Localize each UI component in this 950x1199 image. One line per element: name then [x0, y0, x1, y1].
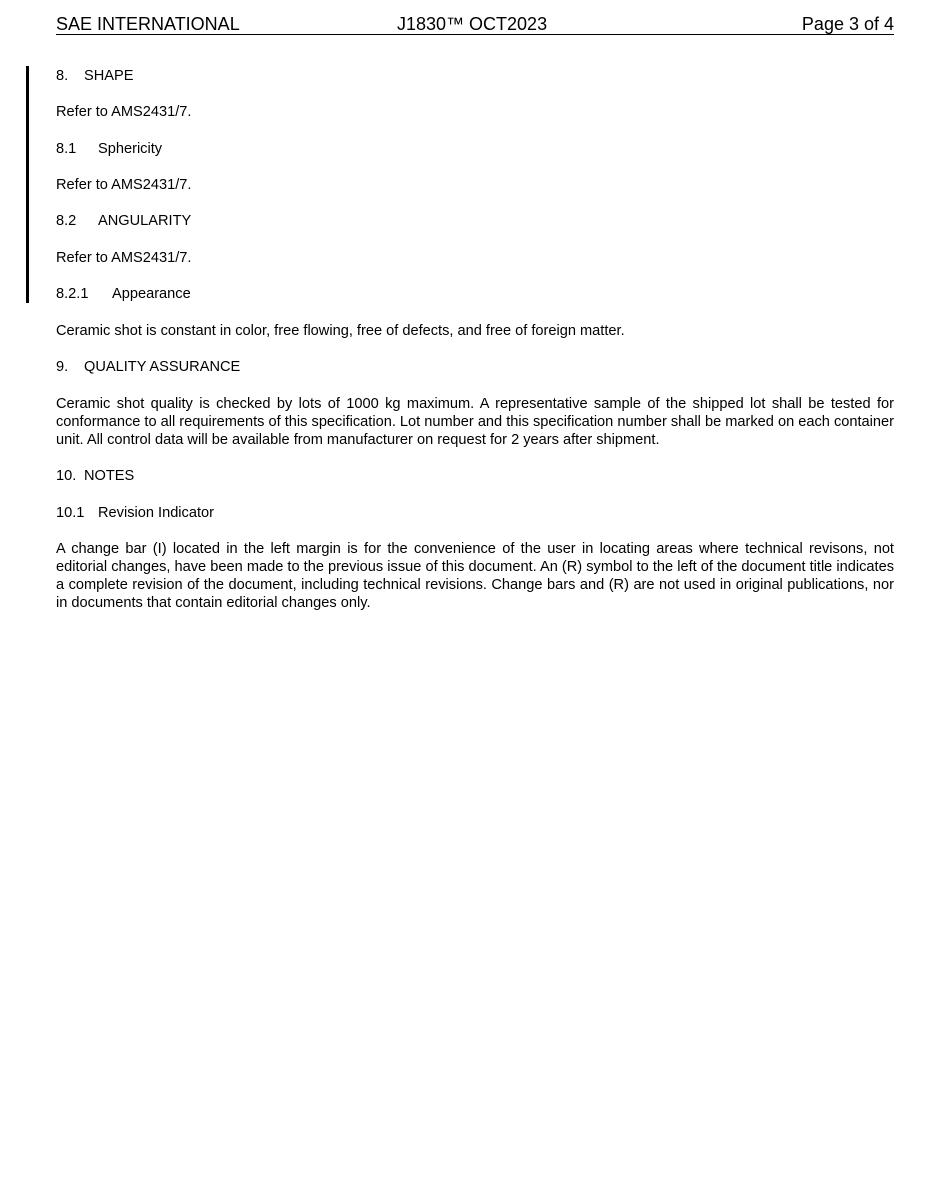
section-title: Revision Indicator [98, 505, 214, 521]
section-title: SHAPE [84, 68, 134, 84]
section-8-1-heading [56, 140, 894, 158]
section-10-1-body: A change bar (I) located in the left margin is for the convenience of the user in locating areas where technical revisons, not editorial changes, have been made to the previous issue of this document. An (R) symbol to the left of the document title indicates a complete revision of the document, including technical revisions. Change bars and (R) are not used in original publications, nor in documents that contain editorial changes only. [56, 541, 894, 611]
section-title: NOTES [84, 468, 135, 484]
section-8-heading [56, 67, 894, 85]
section-10-heading [56, 467, 894, 485]
section-8-2-1-heading [56, 285, 894, 303]
section-8-2-1-body: Ceramic shot is constant in color, free flowing, free of defects, and free of foreign matter. [56, 323, 625, 339]
section-10-1-heading [56, 504, 894, 522]
section-title: QUALITY ASSURANCE [84, 359, 241, 375]
section-9-body: Ceramic shot quality is checked by lots of 1000 kg maximum. A representative sample of the shipped lot shall be tested for conformance to all requirements of this specification. Lot number and this specification number shall be marked on each container unit. All control data will be available from manufacturer on request for 2 years after shipment. [56, 396, 894, 448]
section-9-heading [56, 358, 894, 376]
section-number: 8.1 [56, 141, 77, 157]
section-title: ANGULARITY [98, 213, 192, 229]
section-number: 8. [56, 68, 69, 84]
change-bar [26, 66, 29, 303]
section-title: Sphericity [98, 141, 163, 157]
section-number: 8.2 [56, 213, 77, 229]
section-number: 8.2.1 [56, 286, 89, 302]
header-doc-id: J1830™ OCT2023 [397, 14, 548, 34]
page-header [56, 12, 894, 35]
section-number: 10. [56, 468, 77, 484]
section-8-1-body: Refer to AMS2431/7. [56, 177, 192, 193]
section-8-body: Refer to AMS2431/7. [56, 104, 192, 120]
section-8-2-body: Refer to AMS2431/7. [56, 250, 192, 266]
section-number: 9. [56, 359, 69, 375]
header-org: SAE INTERNATIONAL [56, 14, 240, 34]
header-page-number: Page 3 of 4 [801, 14, 894, 34]
section-title: Appearance [112, 286, 191, 302]
section-8-2-heading [56, 212, 894, 230]
section-number: 10.1 [56, 505, 85, 521]
